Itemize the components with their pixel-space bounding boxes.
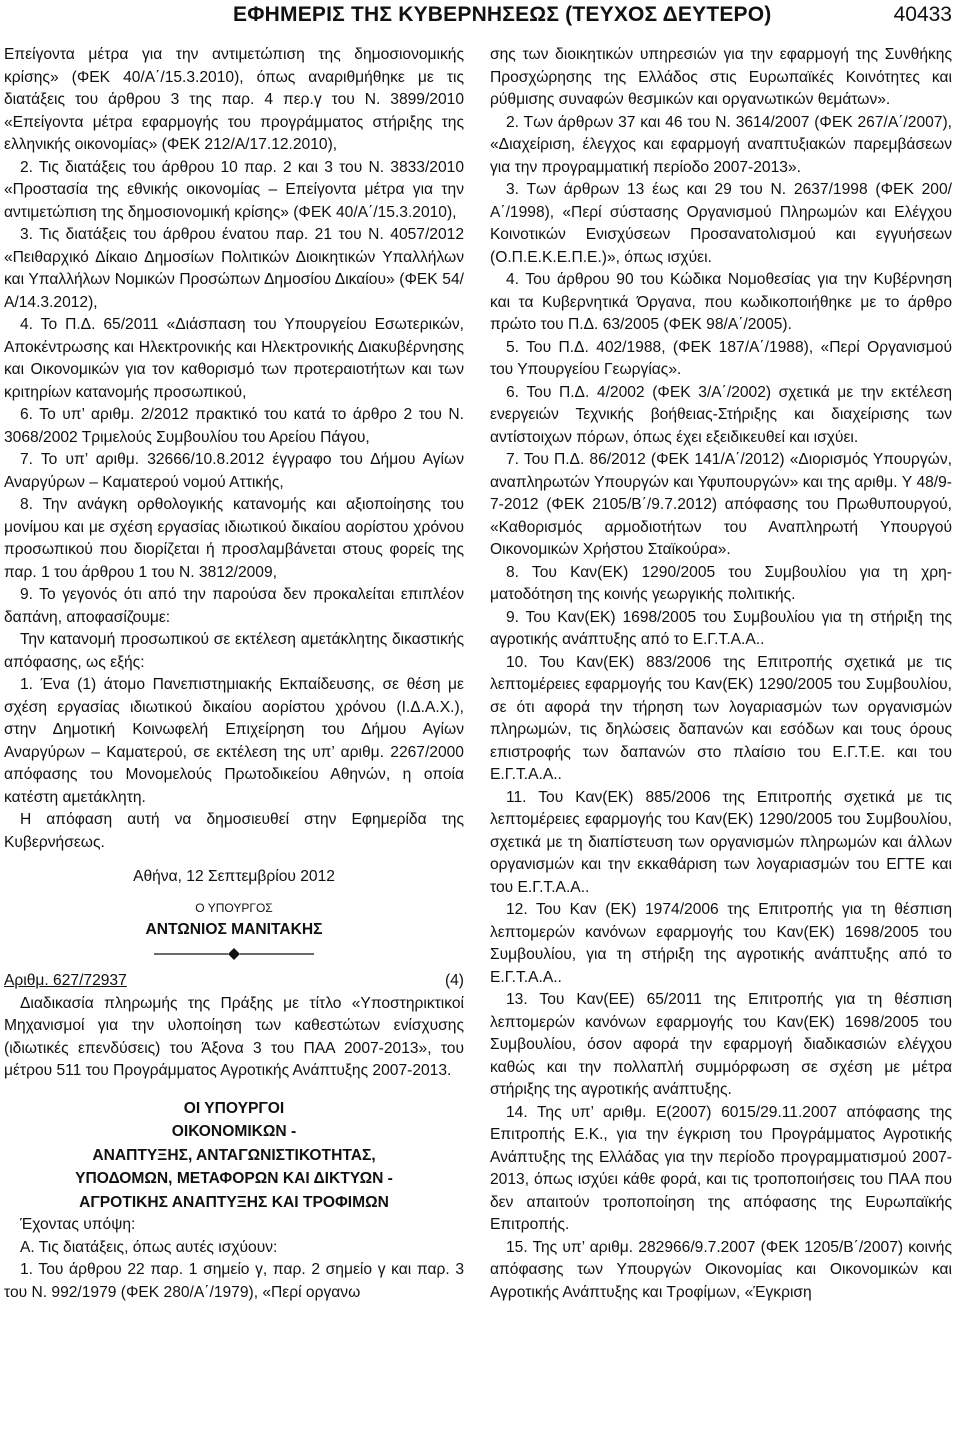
paragraph: 4. Του άρθρου 90 του Κώδικα Νομοθεσίας για την Κυβέρνηση και τα Κυβερνητικά Όργανα, που κωδικοποιήθηκε με το άρθρο πρώτο του Π.Δ. 63/2005 (ΦΕΚ 98/Α΄/2005). [490, 271, 952, 333]
signature-date: Αθήνα, 12 Σεπτεμβρίου 2012 [133, 868, 335, 885]
paragraph: Έχοντας υπόψη: [20, 1216, 136, 1233]
paragraph: 4. Το Π.Δ. 65/2011 «Διάσπαση του Υπουργείου Εσωτερικών, Αποκέντρωσης και Ηλεκτρονικής και Ηλεκτρονικής Διακυβέρνησης και Οικονομικών για τον καθορισμό των προτεραιοτήτων και των κριτηρίων κατανομής προσωπικού, [4, 316, 464, 401]
ministers-heading [4, 1097, 464, 1215]
paragraph: 2. Τις διατάξεις του άρθρου 10 παρ. 2 και 3 του Ν. 3833/2010 «Προστασία της εθνικής οικονομίας – Επείγοντα μέτρα για την αντιμετώπιση της δημοσιονομική κρίσης» (ΦΕΚ 40/Α΄/15.3.2010), [4, 158, 464, 221]
right-column [490, 44, 952, 1304]
paragraph: 1. Ένα (1) άτομο Πανεπιστημιακής Εκπαίδευσης, σε θέση με σχέση εργασίας ιδιωτικού δικαίου αορίστου χρόνου (Ι.Δ.Α.Χ.), στην Δημοτική Κοινωφελή Επιχείρηση του Δήμου Αγίων Αναργύρων – Καματερού, σε εκτέλεση της υπ’ αριθμ. 2267/2000 απόφασης του Μονομελούς Πρωτοδικείου Αθηνών, η οποία κατέστη αμετάκλητη. [4, 676, 464, 806]
paragraph: σης των διοικητικών υπηρεσιών για την εφαρμογή της Συνθήκης Προσχώρησης της Ελλάδος στις Ευρωπαϊκές Κοινότητες και ρύθμισης συναφών θεσμικών και οργανωτικών θεμάτων». [490, 46, 952, 108]
paragraph: 2. Των άρθρων 37 και 46 του Ν. 3614/2007 (ΦΕΚ 267/Α΄/2007), «Διαχείριση, έλεγχος και εφαρμογή αναπτυξιακών παρεμβάσεων για την προγραμματική περίοδο 2007-2013». [490, 113, 952, 176]
paragraph: 8. Την ανάγκη ορθολογικής κατανομής και αξιοποίησης του μονίμου και με σχέση εργασίας ιδιωτικού δικαίου αορίστου χρόνου προσωπικού που διορίζεται ή προσλαμβάνεται στους φορείς της παρ. 1 του άρθρου 1 του Ν. 3812/2009, [4, 496, 464, 581]
paragraph: 6. Του Π.Δ. 4/2002 (ΦΕΚ 3/Α΄/2002) σχετικά με την εκτέλεση ενεργειών Τεχνικής βοήθειας-Στήριξης και διαχείρισης των αντίστοιχων πόρων, όπως έχει εξειδικευθεί και ισχύει. [490, 383, 952, 446]
paragraph: 5. Του Π.Δ. 402/1988, (ΦΕΚ 187/Α΄/1988), «Περί Οργανισμού του Υπουργείου Γεωργίας». [490, 338, 952, 378]
paragraph: 7. Του Π.Δ. 86/2012 (ΦΕΚ 141/Α΄/2012) «Διορισμός Υπουργών, αναπληρωτών Υπουργών και Υφυπουργών» και της αριθμ. Υ 48/9-7-2012 (ΦΕΚ 2105/Β΄/9.7.2012) απόφασης του Πρωθυπουργού, «Καθορισμός αρμοδιοτήτων του Αναπληρωτή Υπουργού Οικονομικών Χρήστου Σταϊκούρα». [490, 451, 952, 558]
paragraph: 9. Του Καν(ΕΚ) 1698/2005 του Συμβουλίου για τη στήριξη της αγροτικής ανάπτυξης από το Ε.Γ.Τ.Α.Α.. [490, 608, 952, 648]
paragraph: 13. Του Καν(ΕΕ) 65/2011 της Επιτροπής για τη θέσπιση λεπτομερών κανόνων εφαρμογής του Καν(ΕΚ) 1698/2005 του Συμβουλίου, όσον αφορά την εφαρμογή διαδικασιών ελέγχου καθώς και την πολλαπλή συμμόρφωση σε σχέση με μέτρα στήριξης της αγροτικής ανάπτυξης. [490, 991, 952, 1098]
page-number: 40433 [893, 3, 952, 26]
paragraph: 9. Το γεγονός ότι από την παρούσα δεν προκαλείται επιπλέον δαπάνη, αποφασίζουμε: [4, 586, 464, 626]
paragraph: 3. Τις διατάξεις του άρθρου ένατου παρ. 21 του Ν. 4057/2012 «Πειθαρχικό Δίκαιο Δημοσίων Πολιτικών Διοικητικών Υπαλλήλων και Υπαλλήλων Νομικών Προσώπων Δημοσίου Δικαίου» (ΦΕΚ 54/Α/14.3.2012), [4, 226, 464, 311]
left-column [4, 44, 464, 1304]
minister-title: Ο ΥΠΟΥΡΓΟΣ [195, 900, 273, 915]
paragraph: 3. Των άρθρων 13 έως και 29 του Ν. 2637/1998 (ΦΕΚ 200/Α΄/1998), «Περί σύστασης Οργανισμού Πληρωμών και Ελέγχου Κοινοτικών Ενισχύσεων Προσανατολισμού και εγγυήσεων (Ο.Π.Ε.Κ.Ε.Π.Ε.)», όπως ισχύει. [490, 181, 952, 266]
minister-name: ΑΝΤΩΝΙΟΣ ΜΑΝΙΤΑΚΗΣ [145, 921, 323, 938]
paragraph: 1. Του άρθρου 22 παρ. 1 σημείο γ, παρ. 2 σημείο γ και παρ. 3 του Ν. 992/1979 (ΦΕΚ 280/Α΄/1979), «Περί οργανω [4, 1261, 464, 1301]
paragraph: 6. Το υπ’ αριθμ. 2/2012 πρακτικό του κατά το άρθρο 2 του Ν. 3068/2002 Τριμελούς Συμβουλίου του Αρείου Πάγου, [4, 406, 464, 446]
decision-index: (4) [444, 972, 464, 989]
page-header [0, 0, 960, 34]
paragraph: 7. Το υπ’ αριθμ. 32666/10.8.2012 έγγραφο του Δήμου Αγίων Αναργύρων – Καματερού νομού Αττικής, [4, 451, 464, 491]
paragraph: Α. Τις διατάξεις, όπως αυτές ισχύουν: [20, 1238, 278, 1256]
decision-title: Διαδικασία πληρωμής της Πράξης με τίτλο «Υποστηρικτικοί Μηχανισμοί για την υλοποίηση των καθεστώτων ενίσχυσης (ιδιωτικές επενδύσεις) του Άξονα 3 του ΠΑΑ 2007-2013», του μέτρου 511 του Προγράμματος Αγροτικής Ανάπτυξης 2007-2013. [4, 994, 464, 1079]
paragraph: Η απόφαση αυτή να δημοσιευθεί στην Εφημερίδα της Κυβερνήσεως. [4, 811, 464, 851]
separator-diamond-icon [4, 944, 464, 967]
gazette-title: ΕΦΗΜΕΡΙΣ ΤΗΣ ΚΥΒΕΡΝΗΣΕΩΣ (ΤΕΥΧΟΣ ΔΕΥΤΕΡΟ) [233, 3, 772, 26]
paragraph: 12. Του Καν (ΕΚ) 1974/2006 της Επιτροπής για τη θέσπιση λεπτομερών κανόνων εφαρμογής του Καν(ΕΚ) 1698/2005 του Συμβουλίου, για τη στήριξη της αγροτικής ανάπτυξης από το Ε.Γ.Τ.Α.Α.. [490, 901, 952, 986]
decision-number: Αριθμ. 627/72937 [4, 972, 127, 989]
paragraph: 8. Του Καν(ΕΚ) 1290/2005 του Συμβουλίου για τη χρηματοδότηση της κοινής γεωργικής πολιτικής. [490, 563, 952, 603]
paragraph: Την κατανομή προσωπικού σε εκτέλεση αμετάκλητης δικαστικής απόφασης, ως εξής: [4, 631, 464, 671]
ministers-line: ΟΙΚΟΝΟΜΙΚΩΝ - [171, 1123, 297, 1140]
ministers-line: ΥΠΟΔΟΜΩΝ, ΜΕΤΑΦΟΡΩΝ ΚΑΙ ΔΙΚΤΥΩΝ - [75, 1170, 393, 1187]
paragraph: 11. Του Καν(ΕΚ) 885/2006 της Επιτροπής σχετικά με τις λεπτομέρειες εφαρμογής του Καν(ΕΚ) 1290/2005 του Συμβουλίου, σχετικά με τη διαπίστευση των οργανισμών πληρωμών και άλλων οργανισμών και την εκκαθάριση των λογαριασμών του ΕΓΤΕ και του Ε.Γ.Τ.Α.Α.. [490, 788, 952, 896]
ministers-line: ΟΙ ΥΠΟΥΡΓΟΙ [183, 1099, 285, 1117]
paragraph: 14. Της υπ’ αριθμ. Ε(2007) 6015/29.11.2007 απόφασης της Επιτροπής Ε.Κ., για την έγκριση του Προγράμματος Αγροτικής Ανάπτυξης της Ελλάδας για την περίοδο προγραμματισμού 2007-2013, όπως ισχύει κάθε φορά, και τις τροποποιήσεις του ΠΑΑ που δεν απαιτούν τροποποίηση της απόφασης της Ευρωπαϊκής Επιτροπής. [490, 1103, 952, 1233]
decision-number-row [4, 970, 464, 993]
ministers-line: ΑΓΡΟΤΙΚΗΣ ΑΝΑΠΤΥΞΗΣ ΚΑΙ ΤΡΟΦΙΜΩΝ [79, 1193, 389, 1211]
ministers-line: ΑΝΑΠΤΥΞΗΣ, ΑΝΤΑΓΩΝΙΣΤΙΚΟΤΗΤΑΣ, [92, 1146, 376, 1164]
paragraph: 15. Της υπ’ αριθμ. 282966/9.7.2007 (ΦΕΚ 1205/Β΄/2007) κοινής απόφασης των Υπουργών Οικονομίας και Οικονομικών και Αγροτικής Ανάπτυξης και Τροφίμων, «Έγκριση [490, 1238, 952, 1301]
paragraph: Επείγοντα μέτρα για την αντιμετώπιση της δημοσιονομικής κρίσης» (ΦΕΚ 40/Α΄/15.3.2010), όπως αναριθμήθηκε με τις διατάξεις του άρθρου 3 της παρ. 4 περ.γ του Ν. 3899/2010 «Επείγοντα μέτρα εφαρμογής του προγράμματος στήριξης της ελληνικής οικονομίας» (ΦΕΚ 212/Α/17.12.2010), [4, 46, 464, 153]
paragraph: 10. Του Καν(ΕΚ) 883/2006 της Επιτροπής σχετικά με τις λεπτομέρειες εφαρμογής του Καν(ΕΚ) 1290/2005 του Συμβουλίου, σε ότι αφορά την τήρηση των λογαριασμών των οργανισμών πληρωμών, τις δηλώσεις δαπανών και εσόδων και τους όρους επιστροφής των δαπανών στο πλαίσιο του Ε.Γ.Τ.Ε. και του Ε.Γ.Τ.Α.Α.. [490, 653, 952, 783]
